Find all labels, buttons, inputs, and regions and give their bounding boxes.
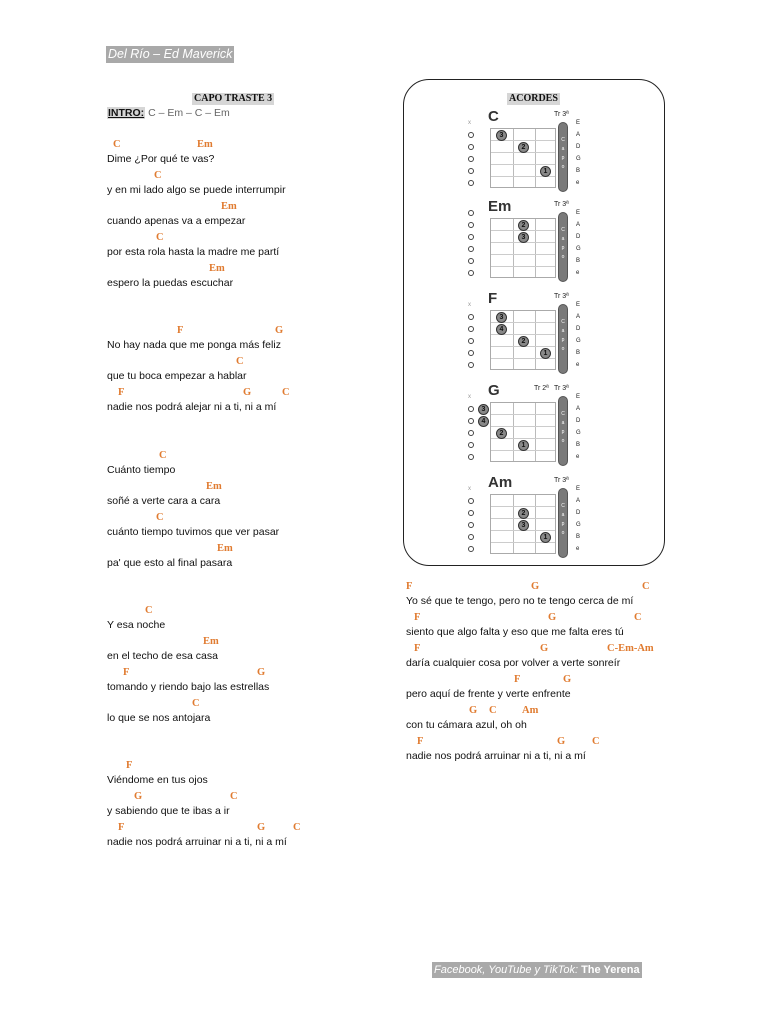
open-string-mark — [468, 454, 474, 460]
capo-letter: C — [561, 503, 565, 509]
string-name: D — [576, 510, 581, 516]
string-name: e — [576, 546, 580, 552]
capo-label: CAPO TRASTE 3 — [194, 93, 273, 104]
string-line — [491, 506, 555, 507]
lyric-line: cuánto tiempo tuvimos que ver pasar — [107, 526, 280, 538]
chord-name: Em — [488, 198, 512, 215]
capo-letter: o — [561, 530, 565, 536]
muted-string-mark: x — [468, 486, 471, 492]
capo-letter: C — [561, 227, 565, 233]
song-title: Del Río – Ed Maverick — [108, 47, 233, 61]
fret-line — [535, 495, 536, 553]
chord-mark: C — [642, 581, 650, 592]
chord-mark: Em — [217, 543, 233, 554]
chord-name: G — [488, 382, 500, 399]
finger-dot: 3 — [496, 312, 507, 323]
chord-chart — [460, 198, 590, 286]
capo-letter: a — [561, 420, 565, 426]
open-string-mark — [468, 132, 474, 138]
chord-mark: C — [230, 791, 238, 802]
fret-line — [513, 403, 514, 461]
capo-letter: a — [561, 512, 565, 518]
chord-chart — [460, 290, 590, 378]
open-string-mark — [468, 522, 474, 528]
lyric-line: pero aquí de frente y verte enfrente — [406, 688, 571, 700]
capo-letter: o — [561, 164, 565, 170]
lyric-line: nadie nos podrá alejar ni a ti, ni a mí — [107, 401, 277, 413]
capo-bar — [558, 122, 568, 192]
finger-dot: 2 — [496, 428, 507, 439]
string-line — [491, 254, 555, 255]
capo-bar — [558, 396, 568, 466]
lyric-line: Y esa noche — [107, 619, 166, 631]
fret-label: Tr 3ª — [554, 293, 569, 300]
chord-name: F — [488, 290, 498, 307]
capo-letter: C — [561, 411, 565, 417]
chord-mark: G — [563, 674, 572, 685]
open-string-mark — [468, 326, 474, 332]
chord-mark: C-Em-Am — [607, 643, 654, 654]
string-name: G — [576, 522, 581, 528]
capo-letter: a — [561, 146, 565, 152]
chord-mark: C — [154, 170, 162, 181]
string-name: E — [576, 302, 581, 308]
open-string-mark — [468, 338, 474, 344]
open-string-mark — [468, 258, 474, 264]
capo-letter: C — [561, 319, 565, 325]
chord-mark: F — [118, 822, 125, 833]
open-string-mark — [468, 442, 474, 448]
lyric-line: Dime ¿Por qué te vas? — [107, 153, 215, 165]
open-string-mark — [468, 168, 474, 174]
string-name: E — [576, 120, 581, 126]
chord-chart — [460, 474, 590, 562]
finger-dot: 3 — [496, 130, 507, 141]
string-line — [491, 266, 555, 267]
fret-line — [535, 129, 536, 187]
finger-dot: 2 — [518, 336, 529, 347]
string-line — [491, 164, 555, 165]
fret-line — [513, 219, 514, 277]
fret-line — [535, 219, 536, 277]
chord-mark: Em — [206, 481, 222, 492]
capo-letter: p — [561, 429, 565, 435]
footer-credit — [432, 962, 642, 978]
chord-mark: G — [275, 325, 284, 336]
fret-line — [513, 495, 514, 553]
string-name: A — [576, 132, 581, 138]
intro-label: INTRO: — [108, 107, 145, 119]
open-string-mark — [468, 222, 474, 228]
open-string-mark — [468, 362, 474, 368]
chord-mark: C — [159, 450, 167, 461]
open-string-mark — [468, 350, 474, 356]
string-name: G — [576, 430, 581, 436]
footer-author: The Yerena — [578, 964, 640, 976]
chord-mark: Em — [203, 636, 219, 647]
chord-mark: C — [156, 232, 164, 243]
string-name: A — [576, 406, 581, 412]
lyric-line: en el techo de esa casa — [107, 650, 218, 662]
string-line — [491, 426, 555, 427]
chord-mark: Am — [522, 705, 539, 716]
capo-letter: C — [561, 137, 565, 143]
string-name: D — [576, 326, 581, 332]
capo-letter: p — [561, 245, 565, 251]
chord-mark: F — [406, 581, 413, 592]
chord-chart — [460, 108, 590, 196]
capo-letter: p — [561, 521, 565, 527]
lyric-line: tomando y riendo bajo las estrellas — [107, 681, 270, 693]
finger-dot: 3 — [518, 232, 529, 243]
open-string-mark — [468, 418, 474, 424]
string-name: e — [576, 180, 580, 186]
lyric-line: cuando apenas va a empezar — [107, 215, 246, 227]
chord-chart — [460, 382, 590, 470]
open-string-mark — [468, 430, 474, 436]
open-string-mark — [468, 546, 474, 552]
string-name: G — [576, 246, 581, 252]
open-string-mark — [468, 210, 474, 216]
chord-mark: G — [134, 791, 143, 802]
fret-label: Tr 3ª — [554, 385, 569, 392]
chord-mark: F — [118, 387, 125, 398]
chord-mark: F — [414, 612, 421, 623]
intro-chords: C – Em – C – Em — [145, 107, 230, 119]
open-string-mark — [468, 406, 474, 412]
chord-mark: C — [156, 512, 164, 523]
lyric-line: pa' que esto al final pasara — [107, 557, 233, 569]
chord-mark: C — [236, 356, 244, 367]
chord-mark: C — [293, 822, 301, 833]
chord-mark: C — [592, 736, 600, 747]
string-name: D — [576, 418, 581, 424]
capo-letter: a — [561, 328, 565, 334]
string-name: A — [576, 222, 581, 228]
string-name: B — [576, 258, 581, 264]
string-name: e — [576, 362, 580, 368]
chord-name: Am — [488, 474, 513, 491]
chord-mark: G — [531, 581, 540, 592]
fret-line — [513, 311, 514, 369]
fret-label: Tr 2ª — [534, 385, 549, 392]
lyric-line: nadie nos podrá arruinar ni a ti, ni a mí — [107, 836, 287, 848]
open-string-mark — [468, 314, 474, 320]
finger-dot: 4 — [478, 416, 489, 427]
open-string-mark — [468, 234, 474, 240]
string-name: G — [576, 156, 581, 162]
open-string-mark — [468, 510, 474, 516]
capo-bar — [558, 304, 568, 374]
open-string-mark — [468, 270, 474, 276]
capo-letter: a — [561, 236, 565, 242]
string-name: D — [576, 234, 581, 240]
lyric-line: y en mi lado algo se puede interrumpir — [107, 184, 286, 196]
chord-mark: G — [257, 667, 266, 678]
chord-mark: C — [145, 605, 153, 616]
capo-bar — [558, 488, 568, 558]
chord-mark: Em — [221, 201, 237, 212]
fret-line — [535, 403, 536, 461]
string-name: E — [576, 394, 581, 400]
string-name: B — [576, 534, 581, 540]
capo-letter: p — [561, 155, 565, 161]
fret-line — [513, 129, 514, 187]
string-name: G — [576, 338, 581, 344]
capo-letter: o — [561, 346, 565, 352]
chord-mark: F — [126, 760, 133, 771]
capo-bar — [558, 212, 568, 282]
string-line — [491, 414, 555, 415]
intro-line — [107, 106, 230, 120]
chord-mark: F — [514, 674, 521, 685]
open-string-mark — [468, 156, 474, 162]
acordes-label: ACORDES — [509, 93, 558, 104]
lyric-line: por esta rola hasta la madre me partí — [107, 246, 280, 258]
fret-line — [535, 311, 536, 369]
chord-mark: G — [548, 612, 557, 623]
muted-string-mark: x — [468, 120, 471, 126]
lyric-line: Cuánto tiempo — [107, 464, 176, 476]
chord-mark: F — [417, 736, 424, 747]
open-string-mark — [468, 246, 474, 252]
open-string-mark — [468, 498, 474, 504]
chord-mark: G — [257, 822, 266, 833]
lyric-line: que tu boca empezar a hablar — [107, 370, 247, 382]
chord-mark: G — [469, 705, 478, 716]
lyric-line: siento que algo falta y eso que me falta eres tú — [406, 626, 624, 638]
lyric-line: soñé a verte cara a cara — [107, 495, 221, 507]
lyric-line: nadie nos podrá arruinar ni a ti, ni a mí — [406, 750, 586, 762]
capo-letter: p — [561, 337, 565, 343]
string-name: E — [576, 210, 581, 216]
string-name: A — [576, 314, 581, 320]
finger-dot: 2 — [518, 220, 529, 231]
string-name: E — [576, 486, 581, 492]
lyric-line: espero la puedas escuchar — [107, 277, 234, 289]
muted-string-mark: x — [468, 394, 471, 400]
lyric-line: y sabiendo que te ibas a ir — [107, 805, 230, 817]
string-name: B — [576, 168, 581, 174]
finger-dot: 2 — [518, 142, 529, 153]
string-name: A — [576, 498, 581, 504]
finger-dot: 4 — [496, 324, 507, 335]
fret-label: Tr 3ª — [554, 477, 569, 484]
capo-letter: o — [561, 438, 565, 444]
fret-label: Tr 3ª — [554, 111, 569, 118]
chord-mark: G — [243, 387, 252, 398]
chord-mark: C — [282, 387, 290, 398]
string-name: e — [576, 270, 580, 276]
chord-name: C — [488, 108, 499, 125]
footer-social: Facebook, YouTube y TikTok: — [434, 964, 579, 976]
string-name: D — [576, 144, 581, 150]
lyric-line: daría cualquier cosa por volver a verte sonreír — [406, 657, 621, 669]
lyric-line: Yo sé que te tengo, pero no te tengo cerca de mí — [406, 595, 634, 607]
open-string-mark — [468, 534, 474, 540]
lyric-line: Viéndome en tus ojos — [107, 774, 208, 786]
finger-dot: 2 — [518, 508, 529, 519]
open-string-mark — [468, 180, 474, 186]
chord-mark: C — [634, 612, 642, 623]
muted-string-mark: x — [468, 302, 471, 308]
chord-mark: G — [557, 736, 566, 747]
chord-mark: C — [489, 705, 497, 716]
finger-dot: 1 — [540, 348, 551, 359]
lyric-line: No hay nada que me ponga más feliz — [107, 339, 281, 351]
chord-mark: Em — [197, 139, 213, 150]
chord-mark: F — [123, 667, 130, 678]
chord-mark: F — [177, 325, 184, 336]
fret-label: Tr 3ª — [554, 201, 569, 208]
lyric-line: lo que se nos antojara — [107, 712, 211, 724]
finger-dot: 1 — [540, 166, 551, 177]
chord-mark: C — [113, 139, 121, 150]
finger-dot: 1 — [540, 532, 551, 543]
open-string-mark — [468, 144, 474, 150]
chord-mark: G — [540, 643, 549, 654]
string-name: B — [576, 350, 581, 356]
string-name: B — [576, 442, 581, 448]
chord-mark: C — [192, 698, 200, 709]
finger-dot: 3 — [478, 404, 489, 415]
chord-mark: Em — [209, 263, 225, 274]
finger-dot: 1 — [518, 440, 529, 451]
string-name: e — [576, 454, 580, 460]
finger-dot: 3 — [518, 520, 529, 531]
capo-letter: o — [561, 254, 565, 260]
chord-mark: F — [414, 643, 421, 654]
lyric-line: con tu cámara azul, oh oh — [406, 719, 527, 731]
